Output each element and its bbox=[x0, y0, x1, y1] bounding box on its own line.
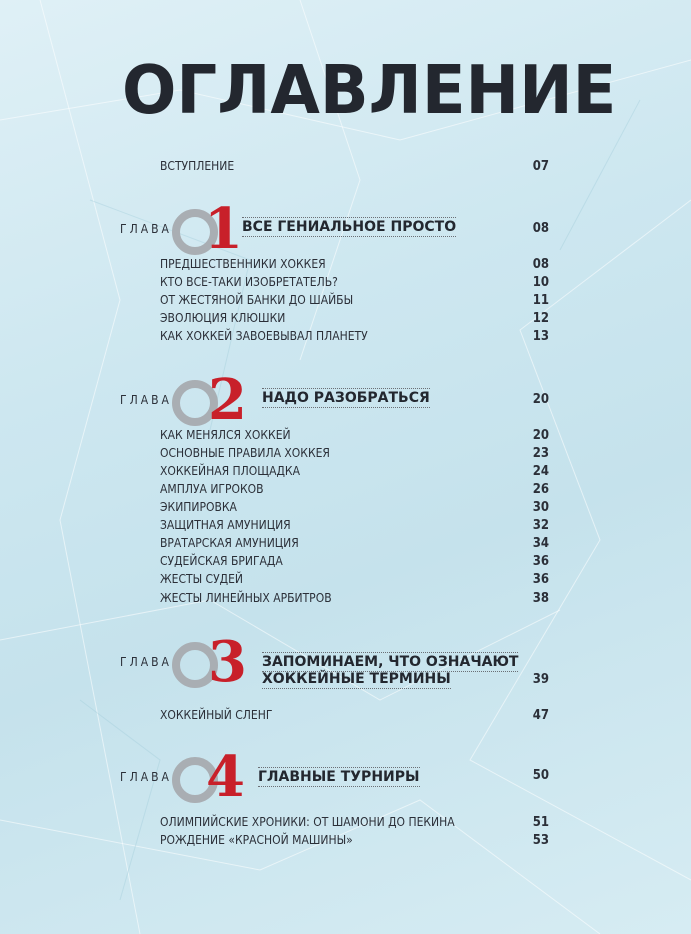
toc-entry bbox=[160, 311, 549, 329]
chapter-3-number: 3 bbox=[208, 629, 247, 695]
entry-label: СУДЕЙСКАЯ БРИГАДА bbox=[160, 554, 283, 568]
entry-label: ЖЕСТЫ ЛИНЕЙНЫХ АРБИТРОВ bbox=[160, 591, 332, 605]
toc-entry bbox=[160, 293, 549, 311]
toc-entry bbox=[160, 572, 549, 590]
entry-label: КТО ВСЕ-ТАКИ ИЗОБРЕТАТЕЛЬ? bbox=[160, 275, 338, 289]
entry-label: ОСНОВНЫЕ ПРАВИЛА ХОККЕЯ bbox=[160, 446, 330, 460]
chapter-word: ГЛАВА bbox=[120, 770, 172, 784]
chapter-2-title: НАДО РАЗОБРАТЬСЯ bbox=[262, 390, 430, 406]
chapter-2-number: 2 bbox=[208, 367, 247, 433]
entry-page: 38 bbox=[532, 591, 549, 606]
chapter-1-number: 1 bbox=[204, 196, 243, 262]
entry-label: РОЖДЕНИЕ «КРАСНОЙ МАШИНЫ» bbox=[160, 833, 353, 847]
intro-entry bbox=[160, 159, 549, 177]
toc-entry bbox=[160, 815, 549, 833]
toc-entry bbox=[160, 833, 549, 851]
toc-entry bbox=[160, 464, 549, 482]
intro-label: ВСТУПЛЕНИЕ bbox=[160, 159, 235, 173]
entry-label: ЭКИПИРОВКА bbox=[160, 500, 237, 514]
entry-page: 24 bbox=[532, 464, 549, 479]
chapter-4-page: 50 bbox=[532, 768, 549, 783]
chapter-1-page: 08 bbox=[532, 221, 549, 236]
chapter-3-title-line-2: ХОККЕЙНЫЕ ТЕРМИНЫ bbox=[262, 671, 451, 687]
chapter-1-header bbox=[120, 196, 549, 265]
chapter-2-header bbox=[120, 367, 549, 436]
entry-label: КАК МЕНЯЛСЯ ХОККЕЙ bbox=[160, 428, 291, 442]
entry-page: 20 bbox=[532, 428, 549, 443]
entry-label: ОТ ЖЕСТЯНОЙ БАНКИ ДО ШАЙБЫ bbox=[160, 293, 354, 307]
entry-page: 34 bbox=[532, 536, 549, 551]
chapter-3-page: 39 bbox=[532, 672, 549, 687]
toc-entry bbox=[160, 554, 549, 572]
entry-page: 53 bbox=[532, 833, 549, 848]
toc-entry bbox=[160, 329, 549, 347]
entry-label: ЭВОЛЮЦИЯ КЛЮШКИ bbox=[160, 311, 286, 325]
intro-page: 07 bbox=[532, 159, 549, 174]
toc-entry bbox=[160, 518, 549, 536]
entry-label: ЗАЩИТНАЯ АМУНИЦИЯ bbox=[160, 518, 291, 532]
entry-page: 13 bbox=[532, 329, 549, 344]
entry-page: 12 bbox=[532, 311, 549, 326]
entry-page: 10 bbox=[532, 275, 549, 290]
entry-page: 30 bbox=[532, 500, 549, 515]
entry-page: 11 bbox=[532, 293, 549, 308]
chapter-word: ГЛАВА bbox=[120, 222, 172, 236]
entry-page: 51 bbox=[532, 815, 549, 830]
entry-page: 47 bbox=[532, 708, 549, 723]
chapter-4-number: 4 bbox=[206, 744, 245, 810]
toc-entry bbox=[160, 275, 549, 293]
entry-label: ВРАТАРСКАЯ АМУНИЦИЯ bbox=[160, 536, 299, 550]
toc-entry bbox=[160, 500, 549, 518]
entry-label: ЖЕСТЫ СУДЕЙ bbox=[160, 572, 243, 586]
entry-label: ОЛИМПИЙСКИЕ ХРОНИКИ: ОТ ШАМОНИ ДО ПЕКИНА bbox=[160, 815, 455, 829]
chapter-4-header bbox=[120, 744, 549, 813]
entry-label: КАК ХОККЕЙ ЗАВОЕВЫВАЛ ПЛАНЕТУ bbox=[160, 329, 368, 343]
chapter-3-header bbox=[120, 629, 549, 698]
page-title: ОГЛАВЛЕНИЕ bbox=[122, 52, 617, 130]
toc-entry bbox=[160, 446, 549, 464]
chapter-2-page: 20 bbox=[532, 392, 549, 407]
entry-page: 36 bbox=[532, 572, 549, 587]
toc-entry bbox=[160, 591, 549, 609]
toc-entry bbox=[160, 536, 549, 554]
entry-page: 23 bbox=[532, 446, 549, 461]
chapter-3-title-line-1: ЗАПОМИНАЕМ, ЧТО ОЗНАЧАЮТ bbox=[262, 654, 519, 670]
chapter-4-title: ГЛАВНЫЕ ТУРНИРЫ bbox=[258, 769, 420, 785]
toc-entry bbox=[160, 482, 549, 500]
entry-label: ХОККЕЙНАЯ ПЛОЩАДКА bbox=[160, 464, 300, 478]
entry-page: 32 bbox=[532, 518, 549, 533]
entry-label: ХОККЕЙНЫЙ СЛЕНГ bbox=[160, 708, 273, 722]
entry-page: 08 bbox=[532, 257, 549, 272]
toc-entry bbox=[160, 257, 549, 275]
entry-label: ПРЕДШЕСТВЕННИКИ ХОККЕЯ bbox=[160, 257, 326, 271]
entry-label: АМПЛУА ИГРОКОВ bbox=[160, 482, 264, 496]
entry-page: 36 bbox=[532, 554, 549, 569]
chapter-word: ГЛАВА bbox=[120, 393, 172, 407]
toc-entry bbox=[160, 428, 549, 446]
entry-page: 26 bbox=[532, 482, 549, 497]
chapter-1-title: ВСЕ ГЕНИАЛЬНОЕ ПРОСТО bbox=[242, 219, 457, 235]
chapter-word: ГЛАВА bbox=[120, 655, 172, 669]
toc-entry bbox=[160, 708, 549, 726]
